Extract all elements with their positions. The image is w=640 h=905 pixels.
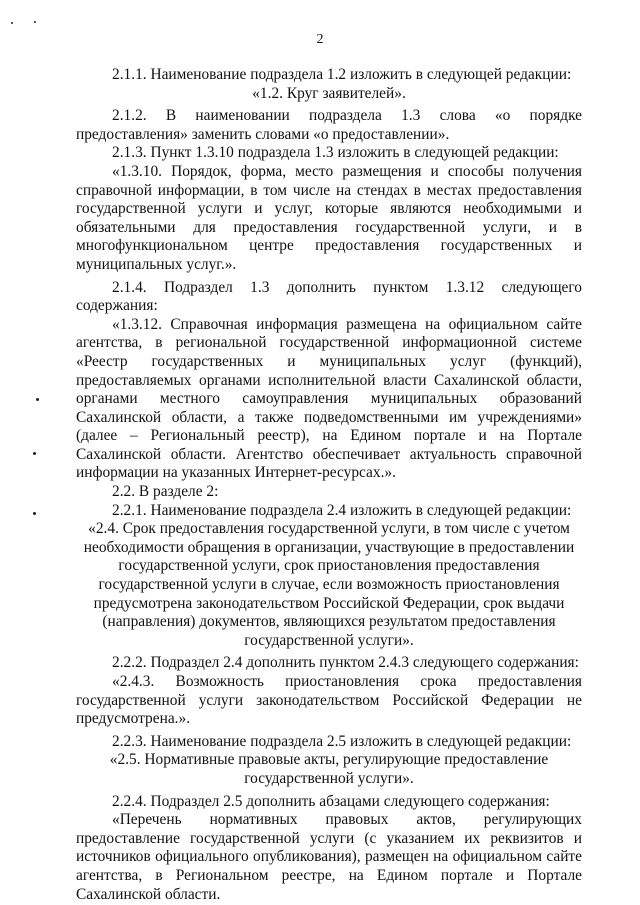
paragraph: 2.2.3. Наименование подраздела 2.5 изложить в следующей редакции: bbox=[112, 732, 572, 750]
paragraph: 2.1.2. В наименовании подраздела 1.3 слова «о порядке предоставления» заменить словами «о предоставлении». bbox=[76, 107, 582, 143]
paragraph: «1.3.12. Справочная информация размещена на официальном сайте агентства, в региональной государственной информационной системе «Реестр государственных и муниципальных услуг (функций), предоставляемых органами исполнительной власти Сахалинской области, органами местного самоуправления муниципальных образований Сахалинской области, а также подведомственными им учреждениями» (далее – Региональный реестр), на Едином портале и на Портале Сахалинской области. Агентство обеспечивает актуальность справочной информации на указанных Интернет-ресурсах.». bbox=[76, 315, 582, 482]
scan-speck bbox=[33, 452, 36, 455]
scan-speck bbox=[11, 22, 13, 24]
paragraph: 2.2. В разделе 2: bbox=[112, 483, 219, 501]
page-number: 2 bbox=[316, 32, 324, 47]
paragraph: «1.3.10. Порядок, форма, место размещения и способы получения справочной информации, в том числе на стендах в местах предоставления государственной услуги и услуг, которые являются необходимыми и обязательными для предоставления государственной услуги, и в многофункциональном центре предоставления государственных и муниципальных услуг.». bbox=[76, 162, 582, 273]
paragraph: 2.2.4. Подраздел 2.5 дополнить абзацами следующего содержания: bbox=[112, 792, 550, 810]
paragraph: 2.2.1. Наименование подраздела 2.4 изложить в следующей редакции: bbox=[112, 501, 572, 519]
scan-speck bbox=[36, 398, 39, 401]
paragraph: «2.4.3. Возможность приостановления срока предоставления государственной услуги законодательством Российской Федерации не предусмотрена.». bbox=[76, 673, 582, 728]
paragraph: «Перечень нормативных правовых актов, регулирующих предоставление государственной услуги (с указанием их реквизитов и источников официального опубликования), размещен на официальном сайте агентства, в Региональном реестре, на Едином портале и Портале Сахалинской области. bbox=[76, 811, 582, 903]
paragraph: «2.4. Срок предоставления государственной услуги, в том числе с учетом необходимости обращения в организации, участвующие в предоставлении государственной услуги, срок приостановления предоставления государственной услуги в случае, если возможность приостановления предусмотрена законодательством Российской Федерации, срок выдачи (направления) документов, являющихся результатом предоставления государственной услуги». bbox=[83, 520, 575, 649]
paragraph: 2.2.2. Подраздел 2.4 дополнить пунктом 2.4.3 следующего содержания: bbox=[112, 654, 579, 672]
paragraph: 2.1.4. Подраздел 1.3 дополнить пунктом 1.3.12 следующего содержания: bbox=[76, 278, 582, 315]
document-body bbox=[76, 66, 582, 904]
scan-speck bbox=[34, 21, 36, 23]
paragraph: «1.2. Круг заявителей». bbox=[252, 84, 406, 102]
paragraph: «2.5. Нормативные правовые акты, регулирующие предоставление государственной услуги». bbox=[109, 751, 549, 787]
paragraph: 2.1.1. Наименование подраздела 1.2 изложить в следующей редакции: bbox=[112, 66, 572, 83]
scan-speck bbox=[33, 512, 36, 515]
paragraph: 2.1.3. Пункт 1.3.10 подраздела 1.3 изложить в следующей редакции: bbox=[112, 144, 559, 162]
